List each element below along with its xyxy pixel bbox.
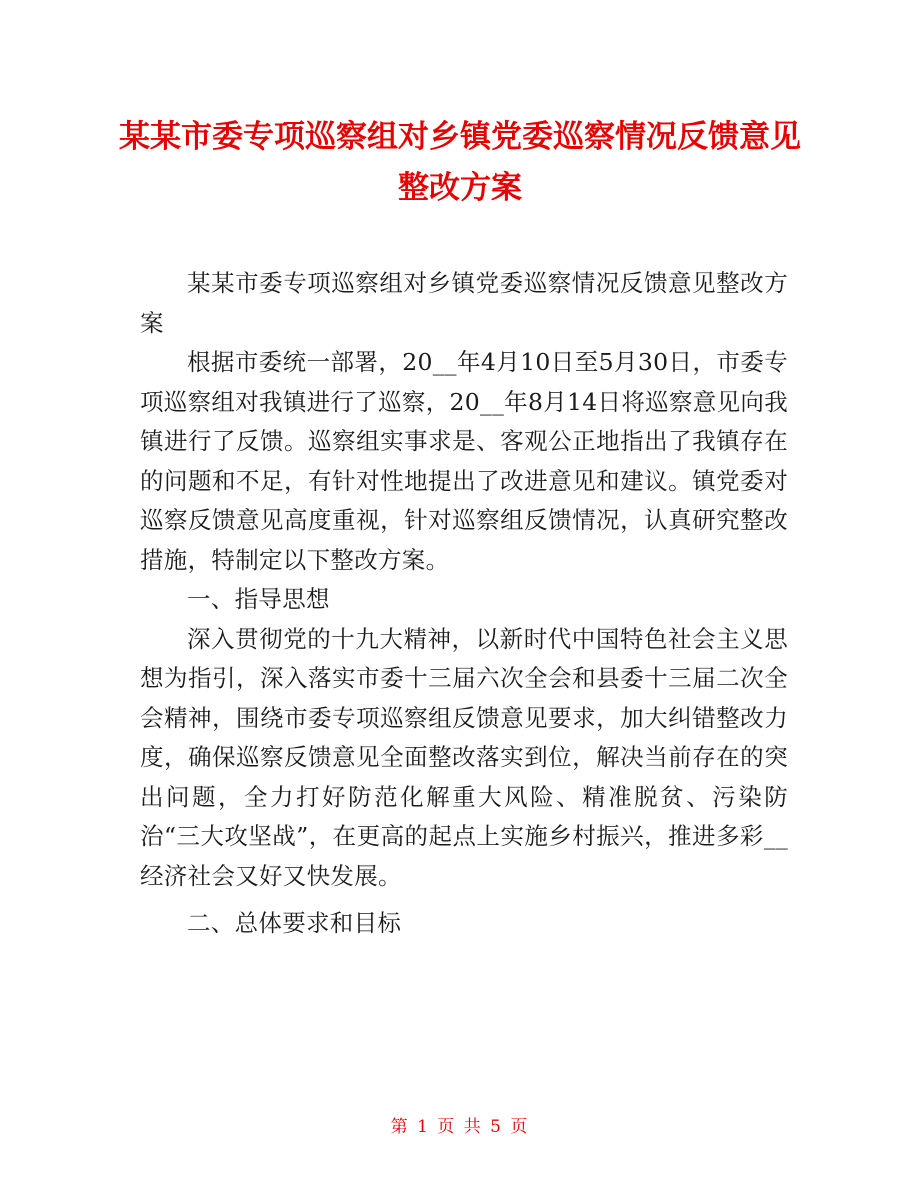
section-heading-requirements: 二、总体要求和目标 — [187, 909, 402, 937]
background-paragraph: 根据市委统一部署，20__年4月10日至5月30日，市委专项巡察组对我镇进行了巡察，20__年8月14日将巡察意见向我镇进行了反馈。巡察组实事求是、客观公正地指出了我镇存在的问题和不足，有针对性地提出了改进意见和建议。镇党委对巡察反馈意见高度重视，针对巡察组反馈情况，认真研究整改措施，特制定以下整改方案。 — [140, 348, 788, 574]
document-title: 某某市委专项巡察组对乡镇党委巡察情况反馈意见整改方案 — [119, 119, 801, 206]
document-body — [140, 264, 788, 944]
intro-title-paragraph: 某某市委专项巡察组对乡镇党委巡察情况反馈意见整改方案 — [140, 269, 788, 337]
guiding-ideology-paragraph: 深入贯彻党的十九大精神，以新时代中国特色社会主义思想为指引，深入落实市委十三届六次全会和县委十三届二次全会精神，围绕市委专项巡察组反馈意见要求，加大纠错整改力度，确保巡察反馈意见全面整改落实到位，解决当前存在的突出问题，全力打好防范化解重大风险、精准脱贫、污染防治“三大攻坚战”，在更高的起点上实施乡村振兴，推进多彩__经济社会又好又快发展。 — [140, 624, 788, 890]
section-gap — [140, 896, 788, 904]
section-heading-guiding-ideology: 一、指导思想 — [187, 585, 330, 613]
page-number-footer: 第 1 页 共 5 页 — [390, 1117, 530, 1137]
